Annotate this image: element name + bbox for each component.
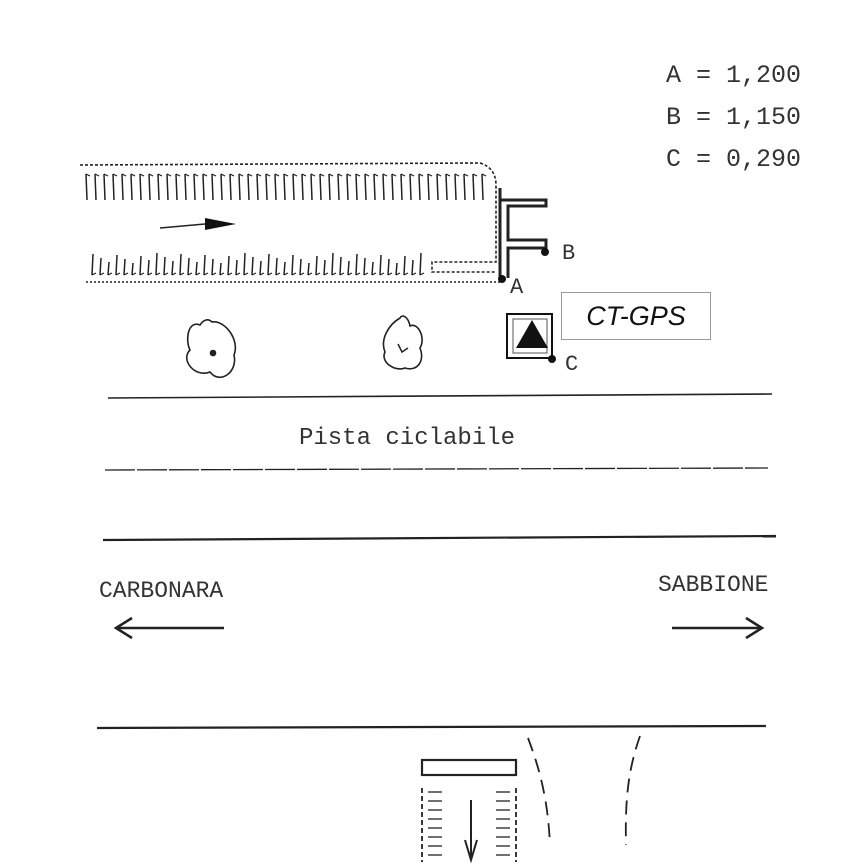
tree-icon-middle	[383, 316, 422, 369]
point-label-c: C	[565, 352, 579, 377]
direction-left-label: CARBONARA	[99, 578, 224, 604]
measurement-c: C = 0,290	[666, 145, 802, 174]
arrow-down-icon	[465, 800, 477, 860]
point-label-b: B	[562, 241, 576, 266]
gps-label: CT-GPS	[586, 300, 686, 331]
measurement-a: A = 1,200	[666, 61, 802, 90]
direction-right-label: SABBIONE	[658, 572, 769, 598]
side-street-hatching	[428, 792, 510, 855]
point-label-a: A	[510, 275, 524, 300]
direction-arrow-inside-block	[160, 218, 236, 230]
hatching-bottom	[92, 253, 424, 275]
structure-outline	[500, 188, 546, 280]
side-street	[422, 736, 640, 862]
measurement-legend	[666, 61, 801, 174]
bike-lane-label: Pista ciclabile	[298, 425, 516, 452]
tree-icon-left	[187, 320, 236, 377]
gps-marker-icon	[507, 314, 552, 358]
gps-label-box	[561, 292, 711, 340]
survey-point-a	[498, 275, 524, 300]
measurement-b: B = 1,150	[666, 103, 802, 132]
hedge-block	[80, 163, 500, 282]
arrow-left-icon	[116, 618, 224, 638]
hatching-top	[86, 174, 486, 200]
arrow-right-icon	[672, 618, 762, 638]
